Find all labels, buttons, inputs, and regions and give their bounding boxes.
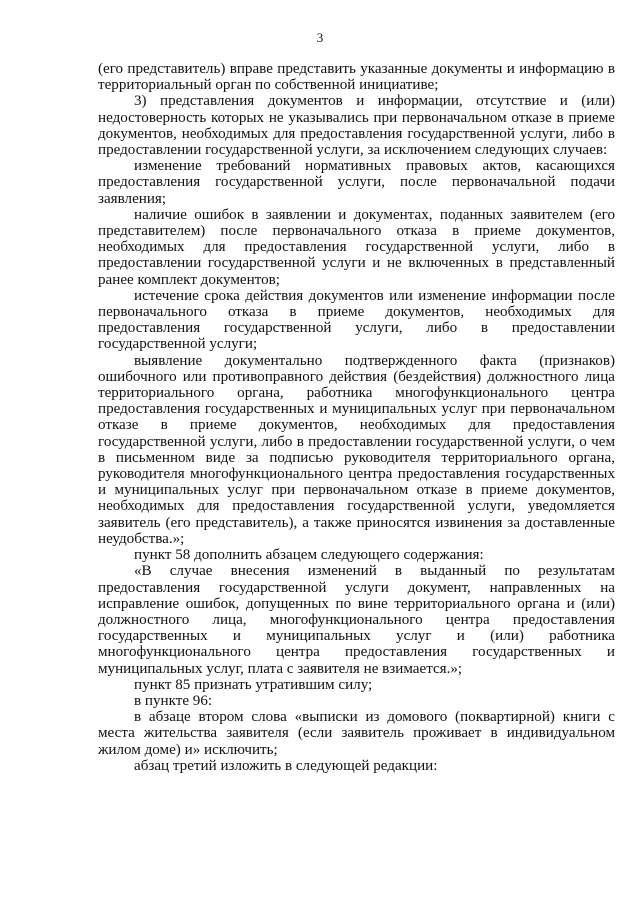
paragraph-7: пункт 58 дополнить абзацем следующего содержания: — [134, 547, 484, 564]
paragraph-2: 3) представления документов и информации, отсутствие и (или) недостоверность которых не указывались при первоначальном отказе в приеме документов, необходимых для предоставления государственной услуги, либо в предоставлении государственной услуги, за исключением следующих случаев: — [98, 93, 615, 159]
paragraph-6: выявление документально подтвержденного факта (признаков) ошибочного или противоправного действия (бездействия) должностного лица территориального органа, работника многофункционального центра предоставления государственных и муниципальных услуг при первоначальном отказе в приеме документов, необходимых для предоставления государственной услуги, либо в предоставлении государственной услуги, о чем в письменном виде за подписью руководителя территориального органа, руководителя многофункционального центра предоставления государственных и муниципальных услуг при первоначальном отказе в приеме документов, необходимых для предоставления государственной услуги, уведомляется заявитель (его представитель), а также приносятся извинения за доставленные неудобства.»; — [98, 352, 615, 547]
document-body — [98, 61, 615, 774]
paragraph-5: истечение срока действия документов или изменение информации после первоначального отказа в приеме документов, необходимых для предоставления государственной услуги, либо в предоставлении государственной услуги; — [98, 287, 615, 353]
paragraph-8: «В случае внесения изменений в выданный по результатам предоставления государственной услуги документ, направленных на исправление ошибок, допущенных по вине территориального органа и (или) должностного лица, многофункционального центра предоставления государственных и муниципальных услуг и (или) работника многофункционального центра предоставления государственных и муниципальных услуг, плата с заявителя не взимается.»; — [98, 563, 615, 677]
paragraph-11: в абзаце втором слова «выписки из домового (поквартирной) книги с места жительства заявителя (если заявитель проживает в индивидуальном жилом доме) и» исключить; — [98, 709, 615, 758]
paragraph-4: наличие ошибок в заявлении и документах, поданных заявителем (его представителем) после первоначального отказа в приеме документов, необходимых для предоставления государственной услуги, либо в предоставлении государственной услуги и не включенных в представленный ранее комплект документов; — [98, 206, 615, 288]
paragraph-1: (его представитель) вправе представить указанные документы и информацию в территориальный орган по собственной инициативе; — [98, 61, 615, 94]
paragraph-3: изменение требований нормативных правовых актов, касающихся предоставления государственной услуги, после первоначальной подачи заявления; — [98, 158, 615, 207]
paragraph-10: в пункте 96: — [134, 692, 213, 709]
page-number: 3 — [316, 30, 324, 45]
paragraph-12: абзац третий изложить в следующей редакции: — [134, 757, 438, 774]
paragraph-9: пункт 85 признать утратившим силу; — [134, 676, 373, 693]
